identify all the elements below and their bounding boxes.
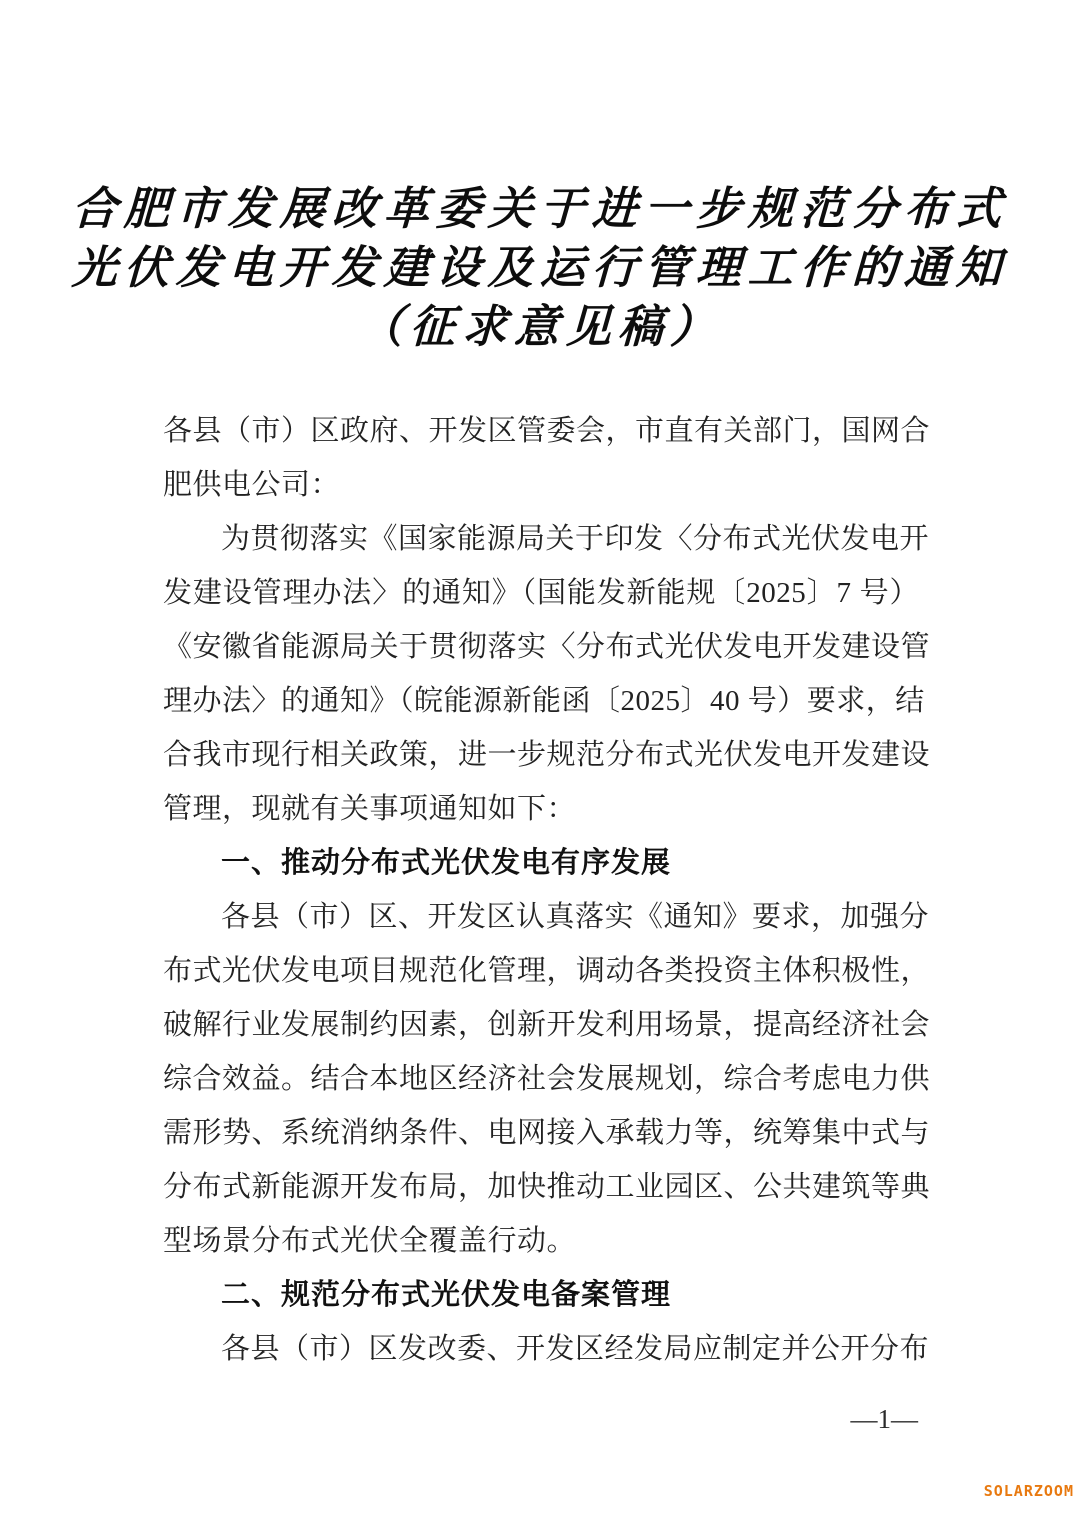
body-line-s1-5: 需形势、系统消纳条件、电网接入承载力等，统筹集中式与	[163, 1117, 931, 1149]
body-line-s1-1: 各县（市）区、开发区认真落实《通知》要求，加强分	[221, 901, 930, 933]
body-line-s1-2: 布式光伏发电项目规范化管理，调动各类投资主体积极性，	[163, 955, 931, 987]
section-2-heading: 二、规范分布式光伏发电备案管理	[221, 1279, 672, 1311]
body-line-intro-4: 理办法〉的通知》（皖能源新能函〔2025〕40 号）要求，结	[163, 685, 925, 717]
page-number: —1—	[850, 1404, 918, 1434]
body-line-s1-7: 型场景分布式光伏全覆盖行动。	[163, 1225, 577, 1257]
document-body	[163, 404, 931, 1376]
body-line-salutation-2: 肥供电公司：	[163, 469, 341, 501]
body-line-intro-2: 发建设管理办法〉的通知》（国能发新能规〔2025〕7 号）	[163, 577, 919, 609]
body-line-intro-3: 《安徽省能源局关于贯彻落实〈分布式光伏发电开发建设管	[163, 631, 931, 663]
body-line-s1-6: 分布式新能源开发布局，加快推动工业园区、公共建筑等典	[163, 1171, 931, 1203]
body-line-salutation-1: 各县（市）区政府、开发区管委会，市直有关部门，国网合	[163, 415, 931, 447]
body-line-s1-3: 破解行业发展制约因素，创新开发利用场景，提高经济社会	[163, 1009, 931, 1041]
document-title	[0, 180, 1080, 357]
title-line-1: 合肥市发展改革委关于进一步规范分布式	[71, 184, 1009, 234]
body-line-s1-4: 综合效益。结合本地区经济社会发展规划，综合考虑电力供	[163, 1063, 931, 1095]
solarzoom-watermark: SOLARZOOM	[983, 1482, 1074, 1500]
body-line-intro-6: 管理，现就有关事项通知如下：	[163, 793, 577, 825]
body-line-s2-1: 各县（市）区发改委、开发区经发局应制定并公开分布	[221, 1333, 930, 1365]
body-line-intro-1: 为贯彻落实《国家能源局关于印发〈分布式光伏发电开	[221, 523, 930, 555]
body-line-intro-5: 合我市现行相关政策，进一步规范分布式光伏发电开发建设	[163, 739, 931, 771]
title-line-3: （征求意见稿）	[357, 302, 723, 352]
section-1-heading: 一、推动分布式光伏发电有序发展	[221, 847, 672, 879]
title-line-2: 光伏发电开发建设及运行管理工作的通知	[71, 243, 1009, 293]
